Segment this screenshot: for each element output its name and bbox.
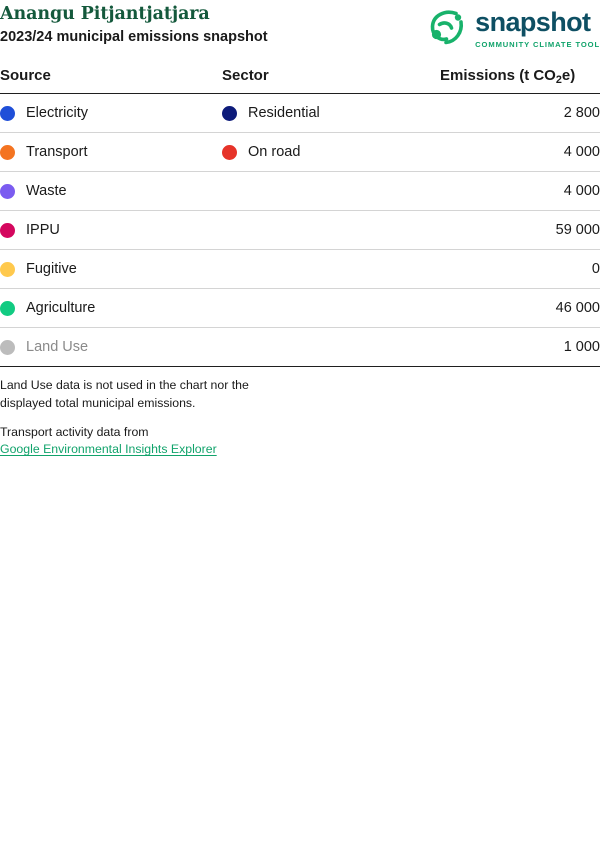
page-title: Anangu Pitjantjatjara xyxy=(0,4,210,24)
source-cell-inner xyxy=(0,300,222,316)
eie-link[interactable]: Google Environmental Insights Explorer xyxy=(0,442,217,457)
sector-cell-inner xyxy=(222,105,440,121)
cell-emissions: 4 000 xyxy=(440,172,600,211)
column-header-emissions xyxy=(440,67,600,94)
logo-tagline: COMMUNITY CLIMATE TOOL xyxy=(475,40,600,49)
cell-source xyxy=(0,250,222,289)
source-cell-inner xyxy=(0,105,222,121)
table-row xyxy=(0,133,600,172)
transport-note-text: Transport activity data from xyxy=(0,424,149,439)
source-label: Agriculture xyxy=(26,300,96,316)
source-color-dot-icon xyxy=(0,262,15,277)
table-row xyxy=(0,172,600,211)
cell-sector xyxy=(222,172,440,211)
source-cell-inner xyxy=(0,183,222,199)
table-row xyxy=(0,211,600,250)
sector-label: Residential xyxy=(248,105,320,121)
sector-color-dot-icon xyxy=(222,145,237,160)
cell-emissions: 1 000 xyxy=(440,328,600,367)
landuse-note-line-1: Land Use data is not used in the chart nor the xyxy=(0,378,249,392)
page-subtitle: 2023/24 municipal emissions snapshot xyxy=(0,29,268,46)
sector-cell-inner xyxy=(222,144,440,160)
logo-wordmark: snapshot xyxy=(475,7,591,37)
source-cell-inner xyxy=(0,144,222,160)
source-color-dot-icon xyxy=(0,223,15,238)
source-color-dot-icon xyxy=(0,106,15,121)
cell-source xyxy=(0,211,222,250)
table-row xyxy=(0,250,600,289)
table-body xyxy=(0,94,600,367)
cell-sector xyxy=(222,94,440,133)
emissions-header-sub: 2 xyxy=(555,73,562,86)
emissions-table xyxy=(0,67,600,367)
source-label: IPPU xyxy=(26,222,60,238)
cell-emissions: 4 000 xyxy=(440,133,600,172)
column-header-source: Source xyxy=(0,67,222,94)
cell-emissions: 59 000 xyxy=(440,211,600,250)
source-color-dot-icon xyxy=(0,184,15,199)
cell-source xyxy=(0,94,222,133)
cell-emissions: 2 800 xyxy=(440,94,600,133)
cell-emissions: 46 000 xyxy=(440,289,600,328)
landuse-note-line-2: displayed total municipal emissions. xyxy=(0,395,196,410)
emissions-header-prefix: Emissions (t CO xyxy=(440,67,556,84)
cell-source xyxy=(0,289,222,328)
cell-source xyxy=(0,328,222,367)
source-label: Electricity xyxy=(26,105,89,121)
cell-sector xyxy=(222,250,440,289)
source-label: Land Use xyxy=(26,339,89,355)
source-color-dot-icon xyxy=(0,301,15,316)
source-color-dot-icon xyxy=(0,340,15,355)
snapshot-swirl-icon xyxy=(425,6,467,48)
source-cell-inner xyxy=(0,261,222,277)
source-label: Fugitive xyxy=(26,261,77,277)
column-header-sector: Sector xyxy=(222,67,440,94)
footnotes xyxy=(0,377,600,459)
source-color-dot-icon xyxy=(0,145,15,160)
sector-label: On road xyxy=(248,144,301,160)
transport-note xyxy=(0,424,600,460)
cell-source xyxy=(0,172,222,211)
table-row xyxy=(0,328,600,367)
source-cell-inner xyxy=(0,339,222,355)
sector-color-dot-icon xyxy=(222,106,237,121)
landuse-note xyxy=(0,377,600,413)
snapshot-logo xyxy=(425,4,600,49)
source-cell-inner xyxy=(0,222,222,238)
table-header-row xyxy=(0,67,600,94)
cell-emissions: 0 xyxy=(440,250,600,289)
logo-text xyxy=(475,6,600,49)
cell-sector xyxy=(222,328,440,367)
cell-sector xyxy=(222,133,440,172)
table-row xyxy=(0,94,600,133)
table-header xyxy=(0,67,600,94)
source-label: Waste xyxy=(26,183,67,199)
cell-sector xyxy=(222,211,440,250)
page-header xyxy=(0,0,600,55)
cell-sector xyxy=(222,289,440,328)
table-row xyxy=(0,289,600,328)
title-block xyxy=(0,4,268,47)
emissions-header-suffix: e) xyxy=(561,67,576,84)
cell-source xyxy=(0,133,222,172)
source-label: Transport xyxy=(26,144,88,160)
